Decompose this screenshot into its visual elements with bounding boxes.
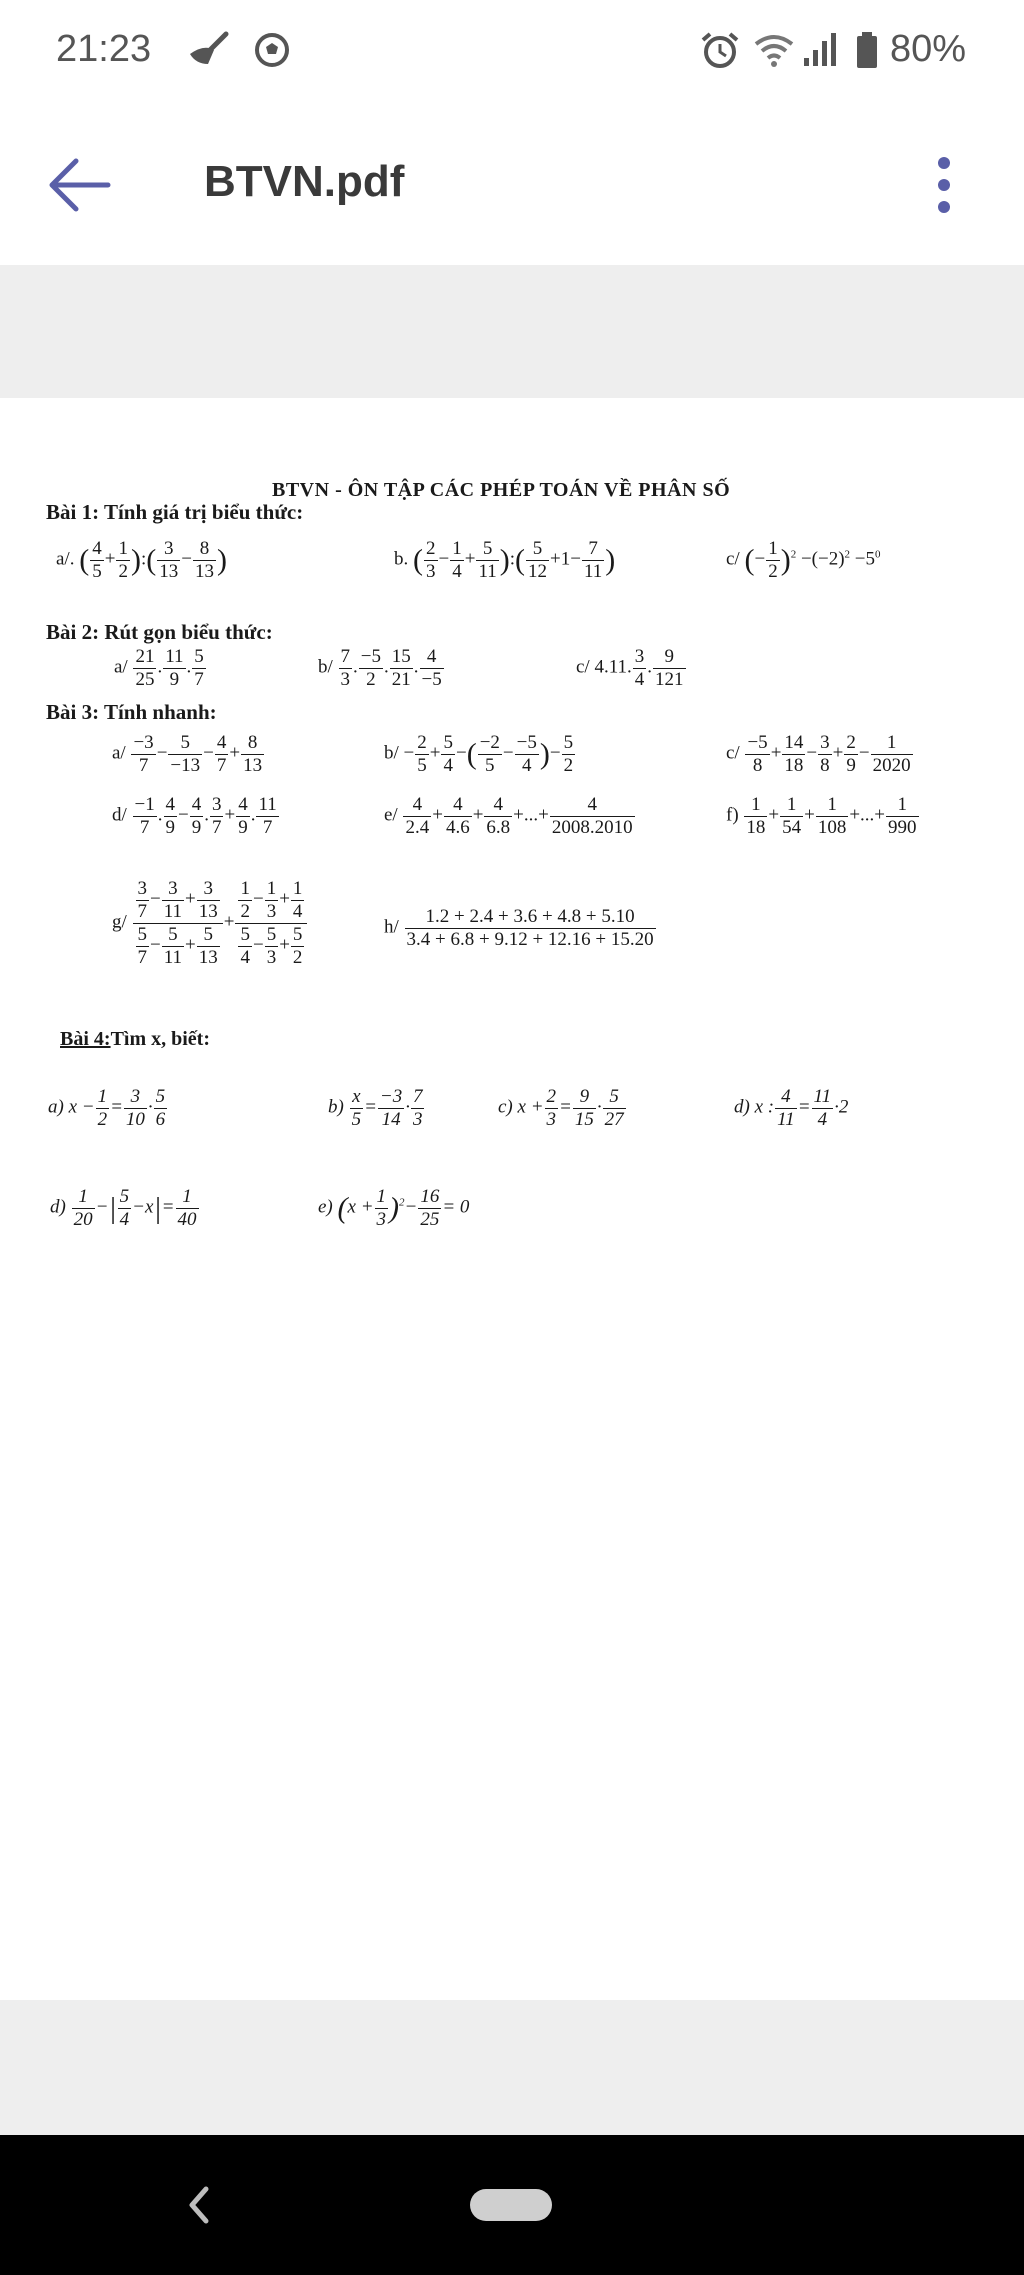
exercise-4b: b) $\frac{x}{5}$ = $\frac{-3}{14}$ · $\frac{7}{3}$ — [328, 1086, 423, 1130]
app-bar — [0, 105, 1024, 265]
exercise-label: h/ — [384, 916, 399, 938]
exercise-3-title: Bài 3: Tính nhanh: — [46, 700, 217, 724]
status-time: 21:23 — [56, 28, 152, 70]
exercise-label: c/ — [726, 548, 740, 570]
broom-icon — [186, 30, 232, 70]
exercise-4-title-rest: Tìm x, biết: — [110, 1028, 210, 1050]
exercise-4d: d) x : $\frac{4}{11}$ = $\frac{11}{4}$ ·2 — [734, 1086, 849, 1130]
exercise-label: b/ — [384, 742, 399, 764]
exercise-3f: f) $\frac{1}{18}$ + $\frac{1}{54}$ + $\frac{1}{108}$ +...+ $\frac{1}{990}$ — [726, 794, 917, 838]
exercise-label: a/. — [56, 548, 75, 570]
exercise-label: b/ — [318, 656, 333, 678]
exercise-1b: b. ( $\frac{2}{3}$ − $\frac{1}{4}$ + $\frac{5}{11}$ ):( $\frac{5}{12}$ +1− $\frac{7}{11}$ ) — [394, 538, 616, 582]
home-pill-icon[interactable] — [470, 2189, 552, 2221]
exercise-label: d) — [50, 1196, 66, 1218]
exercise-1a: a/. ( $\frac{4}{5}$ + $\frac{1}{2}$ ):( $\frac{3}{13}$ − $\frac{8}{13}$ ) — [56, 538, 227, 582]
alarm-clock-icon — [698, 30, 742, 70]
exercise-4c: c) x + $\frac{2}{3}$ = $\frac{9}{15}$ · $\frac{5}{27}$ — [498, 1086, 624, 1130]
battery-percentage: 80% — [890, 28, 967, 70]
battery-icon — [854, 30, 880, 70]
exercise-3e: e/ $\frac{4}{2.4}$ + $\frac{4}{4.6}$ + $\frac{4}{6.8}$ +...+ $\frac{4}{2008.2010}$ — [384, 794, 633, 838]
exercise-3g: g/ $\frac{3}{7}$ − $\frac{3}{11}$ + $\frac{3}{13}$ $\frac{5}{7}$ − $\frac{5}{11}$ + $\frac{5}{13}$ + $\frac{1}{2}$ − $\frac{1}{3}$ + $\frac{1}{4}$ $\frac{5}{4}$ − $\frac{5}{3}$ + $\frac{5}{2}$ — [112, 878, 308, 968]
exercise-1c: c/ (− $\frac{1}{2}$ )$^2 -(-2)^2 -5^0$ — [726, 538, 881, 582]
soccer-ball-icon — [252, 30, 292, 70]
signal-icon — [800, 30, 842, 70]
exercise-3c: c/ $\frac{-5}{8}$ + $\frac{14}{18}$ − $\frac{3}{8}$ + $\frac{2}{9}$ − $\frac{1}{2020}$ — [726, 732, 911, 776]
nav-back-icon[interactable] — [176, 2175, 220, 2235]
exercise-2-title: Bài 2: Rút gọn biểu thức: — [46, 620, 273, 644]
status-bar — [0, 0, 1024, 105]
exercise-label: d/ — [112, 804, 127, 826]
exercise-label: e) — [318, 1196, 333, 1218]
pdf-heading: BTVN - ÔN TẬP CÁC PHÉP TOÁN VỀ PHÂN SỐ — [272, 479, 731, 501]
exercise-3h: h/ $\frac{1.2 + 2.4 + 3.6 + 4.8 + 5.10}{3.4 + 6.8 + 9.12 + 12.16 + 15.20}$ — [384, 906, 654, 950]
navigation-bar — [0, 2135, 1024, 2275]
arrow-left-icon[interactable] — [44, 149, 116, 221]
exercise-label: b) — [328, 1096, 344, 1118]
exercise-4d2: d) $\frac{1}{20}$ −| $\frac{5}{4}$ −x|= $\frac{1}{40}$ — [50, 1186, 197, 1230]
exercise-label: a/ — [112, 742, 126, 764]
more-vert-icon[interactable] — [920, 145, 976, 225]
exercise-label: d) — [734, 1096, 750, 1118]
exercise-4a: a) x − $\frac{1}{2}$ = $\frac{3}{10}$ · $\frac{5}{6}$ — [48, 1086, 166, 1130]
exercise-1-title: Bài 1: Tính giá trị biểu thức: — [46, 500, 304, 524]
exercise-label: c/ — [576, 656, 590, 678]
wifi-icon — [752, 30, 796, 70]
exercise-label: a/ — [114, 656, 128, 678]
exercise-3a: a/ $\frac{-3}{7}$ − $\frac{5}{-13}$ − $\frac{4}{7}$ + $\frac{8}{13}$ — [112, 732, 263, 776]
exercise-label: a) — [48, 1096, 64, 1118]
exercise-label: c) — [498, 1096, 513, 1118]
exercise-2c: c/ 4.11. $\frac{3}{4}$ . $\frac{9}{121}$ — [576, 646, 684, 690]
exercise-label: g/ — [112, 911, 127, 933]
exercise-3d: d/ $\frac{-1}{7}$ . $\frac{4}{9}$ − $\frac{4}{9}$ . $\frac{3}{7}$ + $\frac{4}{9}$ . $\frac{11}{7}$ — [112, 794, 277, 838]
exercise-4e: e) (x + $\frac{1}{3}$ )$^2$− $\frac{16}{25}$ = 0 — [318, 1186, 470, 1230]
exercise-2b: b/ $\frac{7}{3}$ . $\frac{-5}{2}$ . $\frac{15}{21}$ . $\frac{4}{-5}$ — [318, 646, 442, 690]
exercise-4-title — [60, 1028, 210, 1051]
exercise-label: f) — [726, 804, 739, 826]
pdf-page[interactable] — [0, 398, 1024, 2000]
document-title: BTVN.pdf — [204, 157, 405, 206]
exercise-label: c/ — [726, 742, 740, 764]
exercise-3b: b/ − $\frac{2}{5}$ + $\frac{5}{4}$ −( $\frac{-2}{5}$ − $\frac{-5}{4}$ )− $\frac{5}{2}$ — [384, 732, 574, 776]
exercise-label: e/ — [384, 804, 398, 826]
exercise-label: b. — [394, 548, 409, 570]
exercise-2a: a/ $\frac{21}{25}$ . $\frac{11}{9}$ . $\frac{5}{7}$ — [114, 646, 204, 690]
exercise-4-number: Bài 4: — [60, 1028, 111, 1050]
